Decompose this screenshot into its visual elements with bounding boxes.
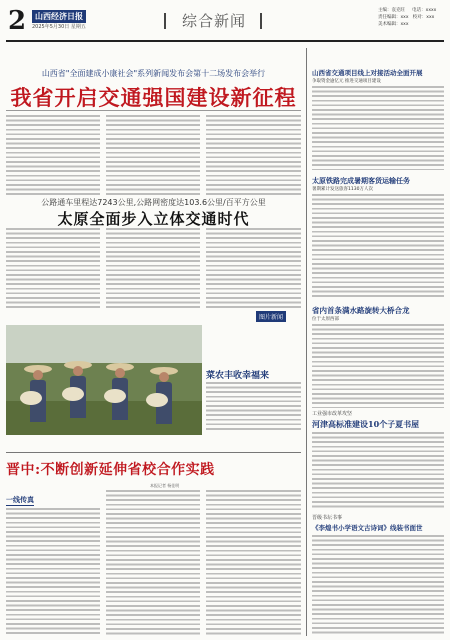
section-divider-left <box>164 13 166 29</box>
sub-body-col-1 <box>6 228 100 308</box>
flower-bouquet <box>62 387 84 401</box>
sidebar-divider <box>306 48 307 636</box>
photo-caption: 菜农丰收幸福来 <box>206 371 270 381</box>
feature-headline: 晋中:不断创新延伸省校合作实践 <box>6 462 215 478</box>
sidebar-headline-1: 山西省交通项目线上对接活动全面开展 <box>312 69 423 77</box>
sidebar-kicker-1: 争取资金逾亿元 推进交通项目建设 <box>312 79 381 84</box>
lead-kicker: 山西省"全面建成小康社会"系列新闻发布会第十二场发布会举行 <box>41 69 266 78</box>
sidebar-body-2 <box>312 194 444 298</box>
flower-bouquet <box>104 389 126 403</box>
feature-tag: 一线传真 <box>6 496 34 504</box>
sub-body-col-3 <box>206 228 301 308</box>
feature-body-col-3 <box>206 490 301 636</box>
sidebar-body-5 <box>312 535 444 636</box>
sidebar-headline-5: 《李煌书小学语文古诗词》线装书面世 <box>312 524 423 532</box>
flower-bouquet <box>146 393 168 407</box>
staff-info: 主编：袁克旺 电话：xxxx 责任编辑：xxx 校对：xxx 美术编辑：xxx <box>378 8 437 27</box>
photo-news-label: 图片新闻 <box>256 311 286 322</box>
sidebar-body-1 <box>312 86 444 170</box>
photo-caption-body <box>206 382 301 430</box>
feature-byline: 本报记者 杨佳明 <box>150 483 180 488</box>
sub-body-col-2 <box>106 228 200 308</box>
sidebar-headline-3: 省内首条满水路旋转大桥合龙 <box>312 306 410 315</box>
lead-body-col-2 <box>106 115 200 195</box>
sidebar-kicker-2: 暑期累计发送旅客1130万人次 <box>312 187 373 192</box>
feature-body-col-1 <box>6 508 100 636</box>
paper-name: 山西经济日报 <box>32 10 86 23</box>
paper-date: 2025年5月30日 星期五 <box>32 24 86 30</box>
sidebar-headline-2: 太原铁路完成暑期客货运输任务 <box>312 176 410 185</box>
lead-body-col-3 <box>206 115 301 195</box>
sidebar-tag-4: 工业强市改革攻坚 <box>312 411 353 417</box>
lead-headline: 我省开启交通强国建设新征程 <box>10 85 297 110</box>
masthead-bar <box>6 4 444 42</box>
feature-divider <box>6 452 301 453</box>
section-divider-right <box>260 13 262 29</box>
sidebar-headline-4: 河津高标准建设10个子夏书屋 <box>312 419 420 429</box>
photo-sky <box>6 325 202 363</box>
sidebar-body-4 <box>312 432 444 510</box>
news-photo <box>6 325 202 435</box>
lead-divider <box>6 110 301 111</box>
section-title: 综合新闻 <box>182 12 247 30</box>
sub-headline: 太原全面步入立体交通时代 <box>57 210 250 228</box>
page-number: 2 <box>8 6 27 36</box>
sidebar-body-3 <box>312 324 444 408</box>
lead-body-col-1 <box>6 115 100 195</box>
flower-bouquet <box>20 391 42 405</box>
sub-kicker: 公路通车里程达7243公里,公路网密度达103.6公里/百平方公里 <box>41 198 266 207</box>
feature-body-col-2 <box>106 490 200 636</box>
sidebar-kicker-3: 位于太原西部 <box>312 317 339 322</box>
sidebar-tag-5: 晋级书坛书事 <box>312 515 343 521</box>
